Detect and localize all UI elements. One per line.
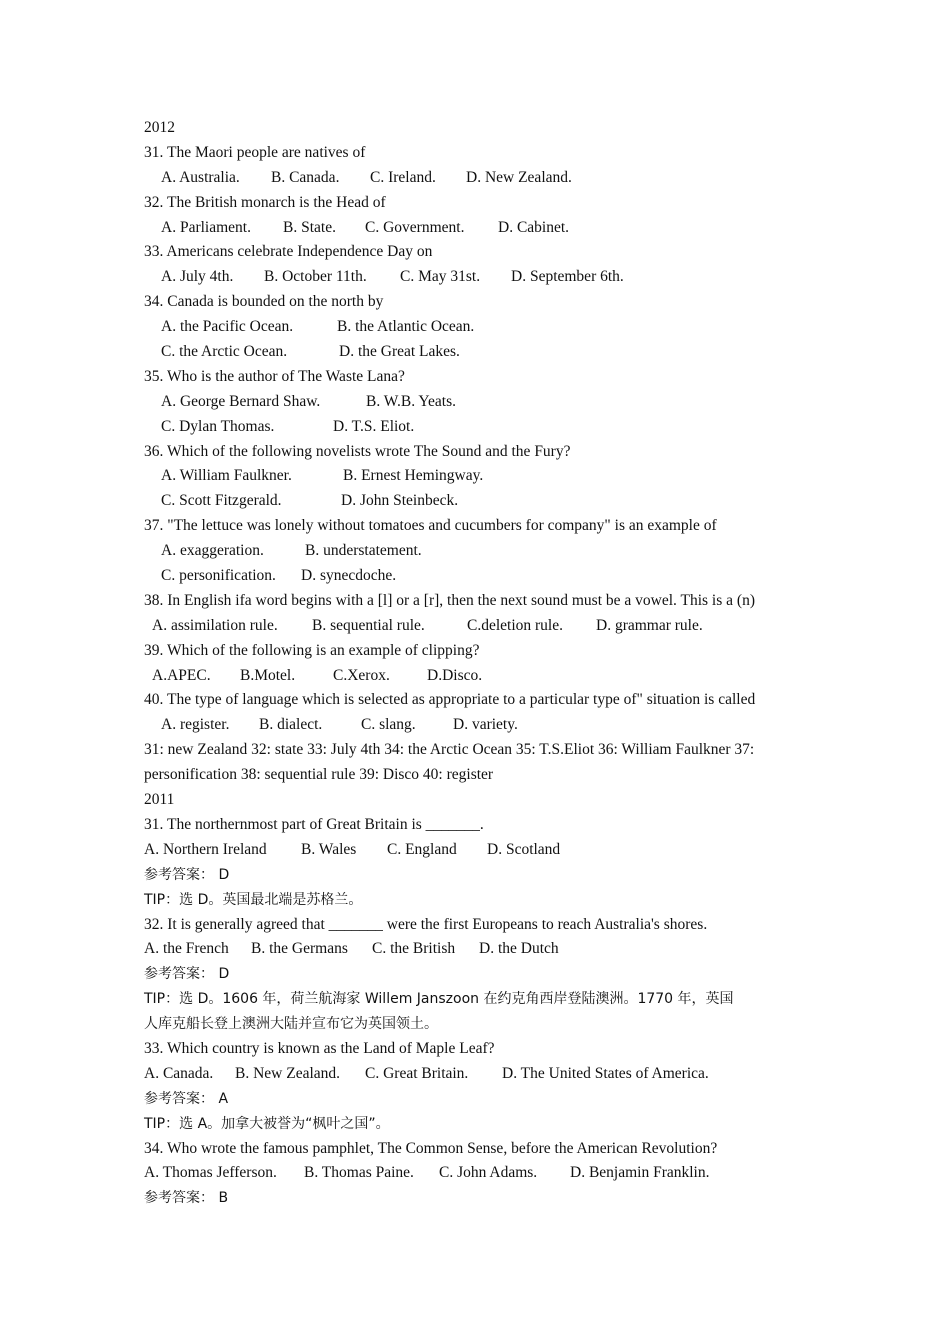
option-c: C. the British	[372, 940, 456, 958]
option-a: A. the Pacific Ocean.	[161, 318, 294, 336]
question-36-stem: 36. Which of the following novelists wrote The Sound and the Fury?	[144, 442, 571, 460]
question-40-stem: 40. The type of language which is selected as appropriate to a particular type of" situation is called	[144, 691, 756, 709]
option-d: D. the Dutch	[479, 940, 559, 958]
question-2011-32-tip-line-1: TIP：选 D。1606 年，荷兰航海家 Willem Janszoon 在约克角西岸登陆澳洲。1770 年，英国	[144, 991, 734, 1008]
question-37-options-row1	[144, 539, 810, 564]
option-c: C. personification.	[161, 567, 276, 585]
option-b: B. State.	[283, 218, 336, 236]
question-2011-33-stem: 33. Which country is known as the Land of Maple Leaf?	[144, 1039, 495, 1057]
option-a: A. George Bernard Shaw.	[161, 392, 321, 410]
option-b: B.Motel.	[240, 666, 296, 684]
question-2011-31-tip: TIP：选 D。英国最北端是苏格兰。	[144, 891, 363, 908]
question-39-stem: 39. Which of the following is an example of clipping?	[144, 641, 480, 659]
option-b: B. Thomas Paine.	[304, 1164, 414, 1182]
question-2011-34-answer: 参考答案： B	[144, 1190, 229, 1207]
option-c: C. England	[387, 840, 457, 858]
option-d: D. John Steinbeck.	[341, 492, 459, 510]
question-31-options	[144, 166, 810, 191]
option-b: B. understatement.	[305, 542, 422, 560]
question-2011-32-answer: 参考答案： D	[144, 966, 230, 983]
question-2011-32-options	[144, 937, 810, 962]
question-2011-31-options	[144, 838, 810, 863]
option-d: D. Cabinet.	[498, 218, 570, 236]
question-34-options-row1	[144, 315, 810, 340]
question-33-options	[144, 265, 810, 290]
option-c: C. Dylan Thomas.	[161, 417, 275, 435]
option-b: B. October 11th.	[264, 268, 367, 286]
option-d: D. synecdoche.	[301, 567, 397, 585]
question-37-stem: 37. "The lettuce was lonely without tomatoes and cucumbers for company" is an example of	[144, 517, 717, 535]
option-d: D. variety.	[453, 716, 518, 734]
option-c: C. Great Britain.	[365, 1064, 469, 1082]
option-a: A. Thomas Jefferson.	[144, 1164, 277, 1182]
option-d: D. grammar rule.	[596, 616, 703, 634]
question-34-options-row2	[144, 340, 810, 365]
option-c: C. May 31st.	[400, 268, 481, 286]
question-2011-34-options	[144, 1161, 810, 1186]
question-2011-33-answer: 参考答案： A	[144, 1090, 229, 1107]
option-a: A. Parliament.	[161, 218, 251, 236]
question-40-options	[144, 713, 810, 738]
option-a: A. assimilation rule.	[152, 616, 278, 634]
option-a: A. Canada.	[144, 1064, 214, 1082]
option-a: A. July 4th.	[161, 268, 234, 286]
option-b: B. Wales	[301, 840, 357, 858]
option-b: B. dialect.	[259, 716, 323, 734]
option-c: C. the Arctic Ocean.	[161, 343, 288, 361]
question-2011-33-options	[144, 1062, 810, 1087]
option-a: A. William Faulkner.	[161, 467, 292, 485]
option-b: B. Ernest Hemingway.	[343, 467, 484, 485]
option-b: B. New Zealand.	[235, 1064, 341, 1082]
option-b: B. sequential rule.	[312, 616, 425, 634]
question-2011-31-stem: 31. The northernmost part of Great Britain is _______.	[144, 815, 484, 833]
option-c: C. slang.	[361, 716, 416, 734]
option-a: A. Australia.	[161, 168, 240, 186]
question-35-stem: 35. Who is the author of The Waste Lana?	[144, 367, 405, 385]
option-d: D. T.S. Eliot.	[333, 417, 415, 435]
question-2011-33-tip: TIP：选 A。加拿大被誉为“枫叶之国”。	[144, 1115, 390, 1132]
question-38-options	[144, 614, 810, 639]
question-2011-31-answer: 参考答案： D	[144, 866, 230, 883]
question-36-options-row1	[144, 464, 810, 489]
option-b: B. W.B. Yeats.	[366, 392, 457, 410]
option-a: A. register.	[161, 716, 230, 734]
year-heading-2011: 2011	[144, 791, 175, 809]
option-b: B. Canada.	[271, 168, 340, 186]
option-a: A.APEC.	[152, 666, 211, 684]
question-32-stem: 32. The British monarch is the Head of	[144, 193, 386, 211]
option-d: D. New Zealand.	[466, 168, 572, 186]
option-d: D. September 6th.	[511, 268, 624, 286]
question-2011-32-tip-line-2: 人库克船长登上澳洲大陆并宣布它为英国领土。	[144, 1016, 438, 1033]
question-39-options	[144, 664, 810, 689]
answer-key-line-1: 31: new Zealand 32: state 33: July 4th 34: the Arctic Ocean 35: T.S.Eliot 36: William Faulkner 37:	[144, 741, 755, 759]
option-c: C. Scott Fitzgerald.	[161, 492, 282, 510]
option-c: C.deletion rule.	[467, 616, 563, 634]
question-2011-32-stem: 32. It is generally agreed that _______ were the first Europeans to reach Australia's shores.	[144, 915, 708, 933]
option-a: A. Northern Ireland	[144, 840, 267, 858]
option-c: C. Ireland.	[370, 168, 436, 186]
option-d: D. Scotland	[487, 840, 561, 858]
question-34-stem: 34. Canada is bounded on the north by	[144, 293, 384, 311]
option-b: B. the Germans	[251, 940, 348, 958]
question-32-options	[144, 216, 810, 241]
document-page	[144, 116, 810, 1211]
option-d: D. The United States of America.	[502, 1064, 709, 1082]
question-38-stem: 38. In English ifa word begins with a [l] or a [r], then the next sound must be a vowel. This is a (n)	[144, 591, 755, 609]
option-d: D. Benjamin Franklin.	[570, 1164, 710, 1182]
question-37-options-row2	[144, 564, 810, 589]
question-36-options-row2	[144, 489, 810, 514]
option-b: B. the Atlantic Ocean.	[337, 318, 475, 336]
option-c: C. John Adams.	[439, 1164, 538, 1182]
question-35-options-row2	[144, 415, 810, 440]
question-33-stem: 33. Americans celebrate Independence Day on	[144, 243, 433, 261]
question-31-stem: 31. The Maori people are natives of	[144, 143, 366, 161]
option-c: C.Xerox.	[333, 666, 390, 684]
option-d: D.Disco.	[427, 666, 483, 684]
year-heading-2012: 2012	[144, 119, 175, 136]
question-2011-34-stem: 34. Who wrote the famous pamphlet, The Common Sense, before the American Revolution?	[144, 1139, 718, 1157]
option-c: C. Government.	[365, 218, 465, 236]
option-a: A. exaggeration.	[161, 542, 264, 560]
answer-key-line-2: personification 38: sequential rule 39: Disco 40: register	[144, 766, 494, 784]
option-a: A. the French	[144, 940, 229, 958]
option-d: D. the Great Lakes.	[339, 343, 460, 361]
question-35-options-row1	[144, 390, 810, 415]
